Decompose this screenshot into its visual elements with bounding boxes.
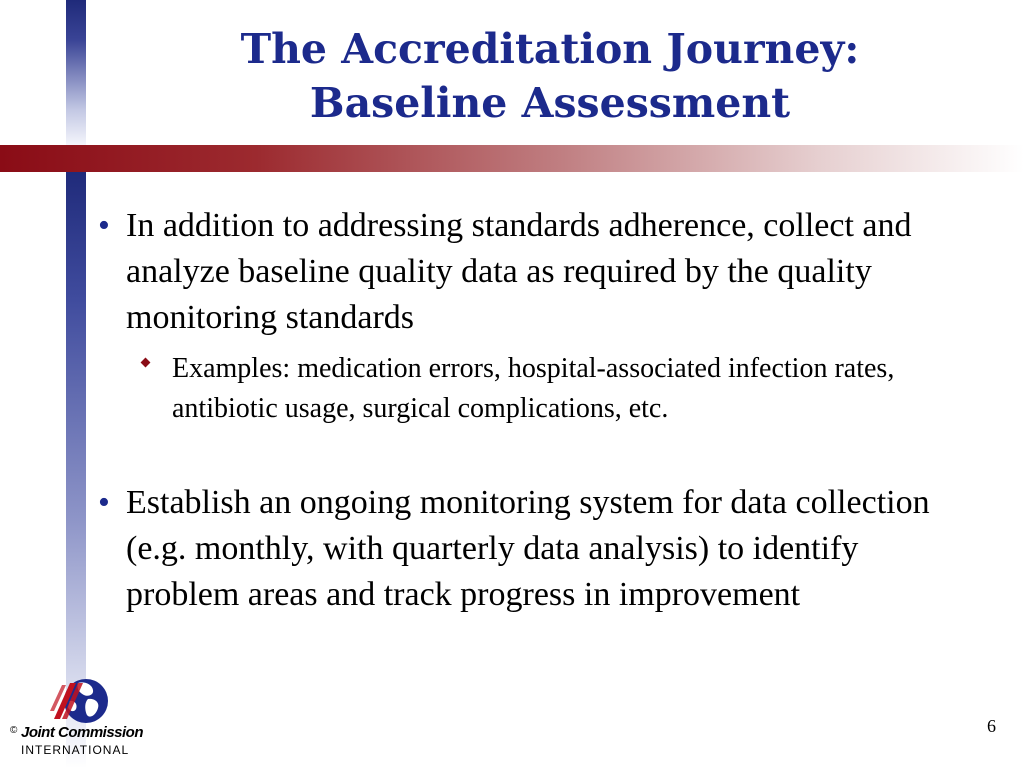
bullet-dot-icon: •	[98, 207, 110, 244]
bullet-item-1	[98, 203, 966, 341]
logo-subtitle: INTERNATIONAL	[21, 743, 130, 757]
bullet-text: In addition to addressing standards adherence, collect and analyze baseline quality data as required by the quality monitoring standards	[126, 207, 912, 336]
diamond-bullet-icon	[142, 359, 149, 366]
globe-icon	[48, 675, 110, 727]
page-number: 6	[987, 716, 996, 736]
bullet-dot-icon: •	[98, 484, 110, 521]
sub-bullet-item-1	[142, 349, 932, 429]
left-decorative-bar	[66, 0, 86, 768]
bullet-item-2	[98, 480, 966, 618]
slide-title-line-1: The Accreditation Journey:	[240, 25, 860, 73]
sub-bullet-text: Examples: medication errors, hospital-associated infection rates, antibiotic usage, surgical complications, etc.	[172, 353, 895, 424]
joint-commission-logo	[10, 675, 144, 765]
slide-title-line-2: Baseline Assessment	[309, 79, 791, 127]
copyright-symbol: ©	[10, 725, 18, 736]
slide-title	[100, 22, 1000, 130]
bullet-text: Establish an ongoing monitoring system for data collection (e.g. monthly, with quarterly data analysis) to identify problem areas and track progress in improvement	[126, 484, 930, 613]
logo-name: Joint Commission	[21, 724, 144, 741]
title-divider-stripe	[0, 145, 1024, 172]
